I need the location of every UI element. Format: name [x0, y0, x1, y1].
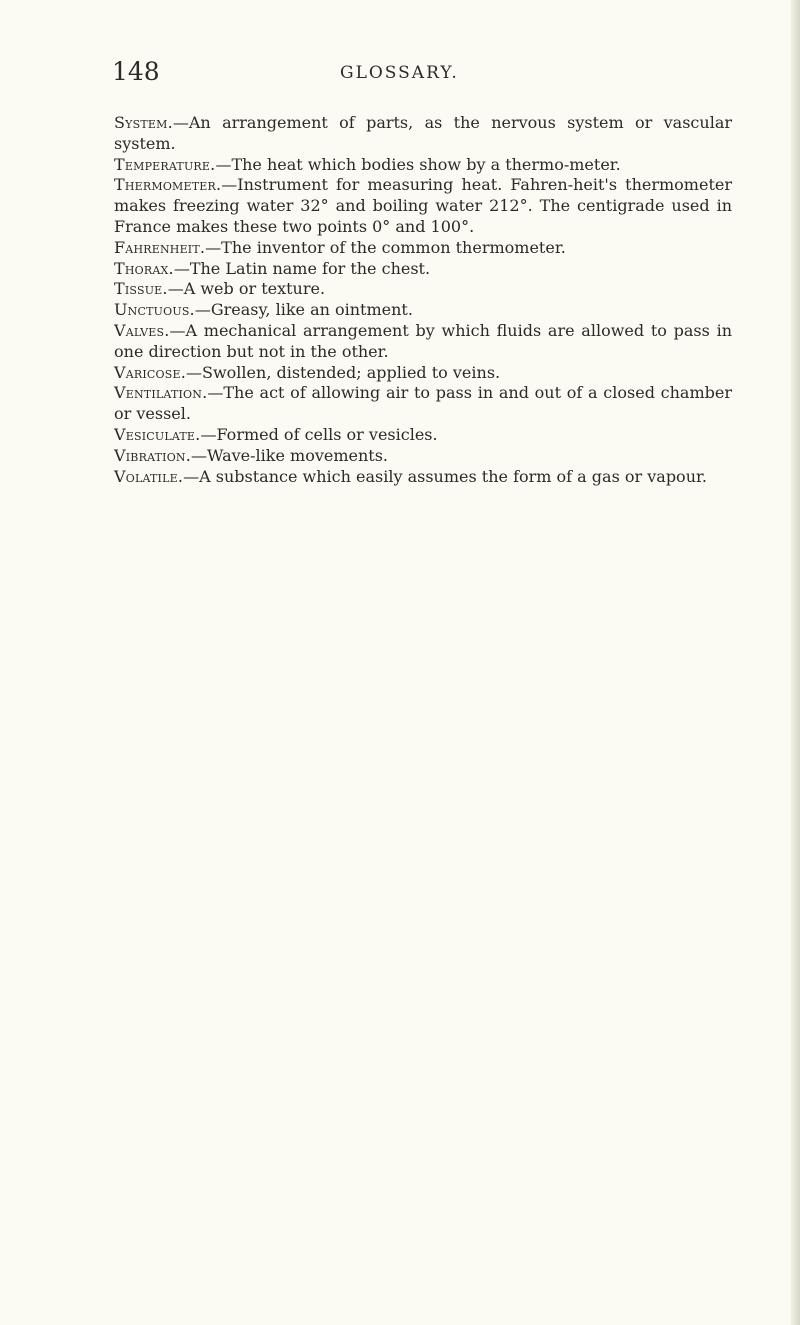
glossary-definition: —The heat which bodies show by a thermo-meter. — [215, 154, 621, 174]
page-edge-shadow — [791, 0, 800, 1325]
glossary-entry-varicose — [114, 363, 732, 384]
glossary-term: Vesiculate. — [114, 424, 201, 444]
glossary-definition: —A mechanical arrangement by which fluids are allowed to pass in one direction but not in the other. — [114, 320, 732, 361]
glossary-term: Thermometer. — [114, 175, 222, 195]
glossary-term: System. — [114, 113, 173, 132]
glossary-entry-ventilation — [114, 383, 732, 425]
glossary-entry-thermometer — [114, 175, 732, 237]
glossary-list — [114, 113, 732, 487]
glossary-term: Unctuous. — [114, 300, 195, 320]
glossary-entry-volatile — [114, 467, 732, 488]
glossary-entry-thorax — [114, 259, 732, 280]
glossary-term: Vibration. — [114, 445, 192, 465]
glossary-term: Temperature. — [114, 154, 216, 174]
glossary-definition: —Greasy, like an ointment. — [194, 300, 413, 320]
glossary-entry-tissue — [114, 279, 732, 300]
glossary-definition: —Swollen, distended; applied to veins. — [186, 362, 501, 382]
glossary-entry-valves — [114, 321, 732, 363]
glossary-entry-vibration — [114, 446, 732, 467]
glossary-term: Tissue. — [114, 279, 168, 299]
page-number: 148 — [112, 57, 160, 86]
glossary-term: Volatile. — [114, 466, 184, 486]
running-title: GLOSSARY. — [340, 63, 459, 83]
glossary-term: Valves. — [114, 320, 170, 340]
glossary-entry-system — [114, 113, 732, 155]
glossary-definition: —Formed of cells or vesicles. — [200, 424, 438, 444]
glossary-term: Fahrenheit. — [114, 237, 206, 257]
glossary-entry-unctuous — [114, 300, 732, 321]
glossary-definition: —An arrangement of parts, as the nervous system or vascular system. — [114, 113, 732, 153]
glossary-definition: —Wave-like movements. — [191, 445, 389, 465]
glossary-entry-fahrenheit — [114, 238, 732, 259]
glossary-definition: —A web or texture. — [167, 279, 326, 299]
glossary-term: Ventilation. — [114, 383, 208, 403]
glossary-definition: —A substance which easily assumes the form of a gas or vapour. — [183, 466, 707, 486]
glossary-entry-vesiculate — [114, 425, 732, 446]
glossary-term: Thorax. — [114, 258, 174, 278]
glossary-definition: —The Latin name for the chest. — [173, 258, 431, 278]
glossary-definition: —Instrument for measuring heat. Fahren-heit's thermometer makes freezing water 32° and boiling water 212°. The centigrade used in France makes these two points 0° and 100°. — [114, 175, 732, 236]
glossary-term: Varicose. — [114, 362, 187, 382]
glossary-definition: —The act of allowing air to pass in and out of a closed chamber or vessel. — [114, 383, 732, 424]
glossary-entry-temperature — [114, 155, 732, 176]
glossary-definition: —The inventor of the common thermometer. — [205, 237, 566, 257]
